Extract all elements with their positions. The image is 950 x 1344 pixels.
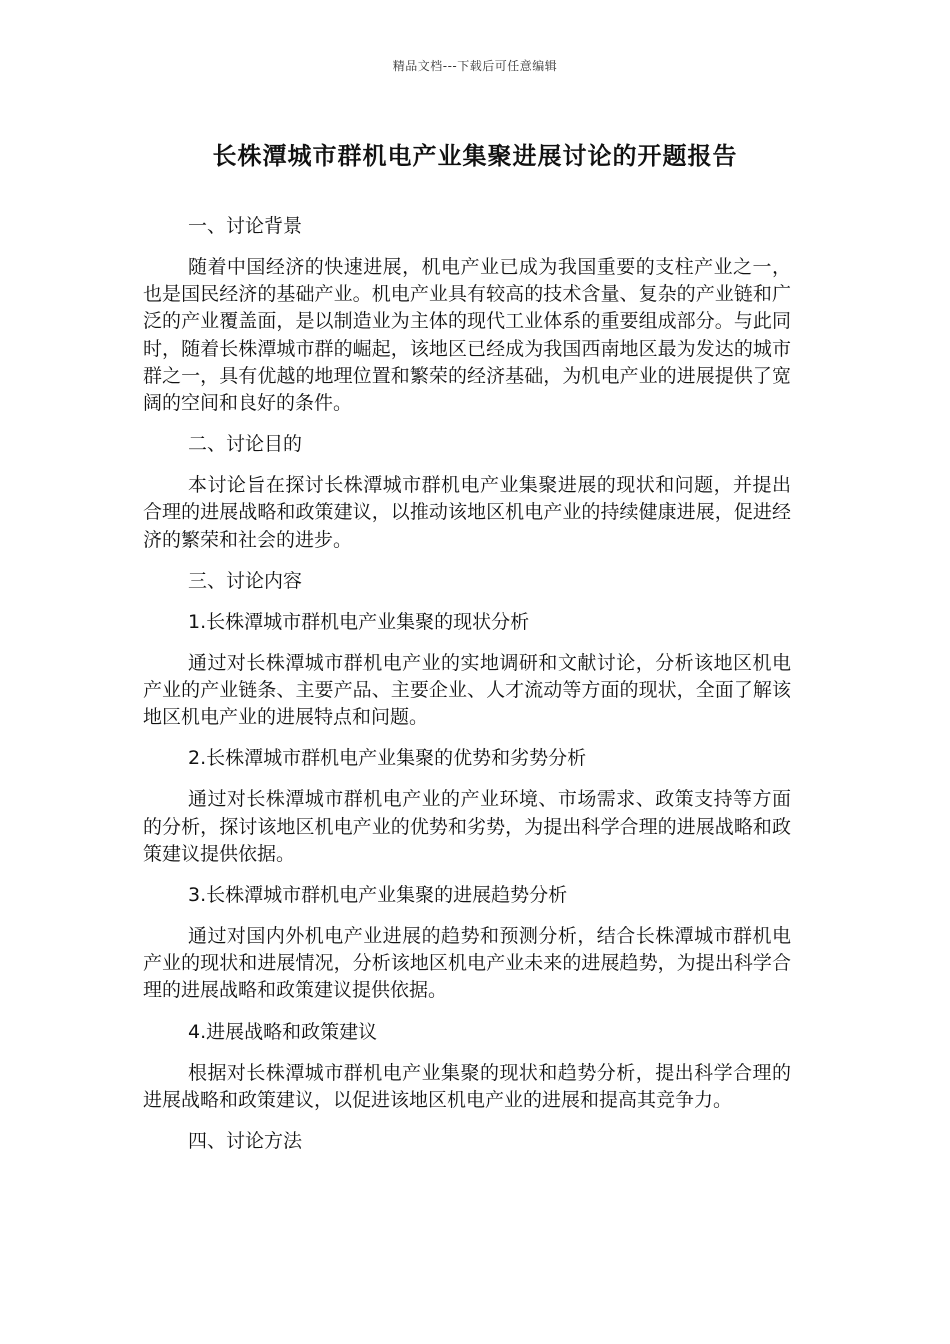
document-title: 长株潭城市群机电产业集聚进展讨论的开题报告: [212, 142, 738, 170]
section-heading-background: 一、讨论背景: [188, 215, 303, 237]
paragraph-subsection-3: 通过对国内外机电产业进展的趋势和预测分析，结合长株潭城市群机电产业的现状和进展情况，分析该地区机电产业未来的进展趋势，为提出科学合理的进展战略和政策建议提供依据。: [143, 925, 791, 1002]
paragraph-purpose: 本讨论旨在探讨长株潭城市群机电产业集聚进展的现状和问题，并提出合理的进展战略和政策建议，以推动该地区机电产业的持续健康进展，促进经济的繁荣和社会的进步。: [143, 474, 791, 551]
section-heading-content: 三、讨论内容: [188, 569, 303, 592]
subsection-heading-1: 1.长株潭城市群机电产业集聚的现状分析: [188, 610, 530, 633]
header-note: 精品文档---下载后可任意编辑: [392, 59, 558, 73]
paragraph-background: 随着中国经济的快速进展，机电产业已成为我国重要的支柱产业之一，也是国民经济的基础产业。机电产业具有较高的技术含量、复杂的产业链和广泛的产业覆盖面，是以制造业为主体的现代工业体系的重要组成部分。与此同时，随着长株潭城市群的崛起，该地区已经成为我国西南地区最为发达的城市群之一，具有优越的地理位置和繁荣的经济基础，为机电产业的进展提供了宽阔的空间和良好的条件。: [143, 256, 791, 415]
section-heading-purpose: 二、讨论目的: [188, 433, 303, 456]
subsection-heading-4: 4.进展战略和政策建议: [188, 1020, 378, 1043]
paragraph-subsection-4: 根据对长株潭城市群机电产业集聚的现状和趋势分析，提出科学合理的进展战略和政策建议，以促进该地区机电产业的进展和提高其竞争力。: [143, 1061, 791, 1111]
section-heading-method: 四、讨论方法: [188, 1130, 303, 1153]
paragraph-subsection-1: 通过对长株潭城市群机电产业的实地调研和文献讨论，分析该地区机电产业的产业链条、主要产品、主要企业、人才流动等方面的现状，全面了解该地区机电产业的进展特点和问题。: [143, 651, 791, 729]
document-body: [143, 213, 791, 1155]
subsection-heading-2: 2.长株潭城市群机电产业集聚的优势和劣势分析: [188, 747, 587, 770]
subsection-heading-3: 3.长株潭城市群机电产业集聚的进展趋势分析: [188, 884, 568, 907]
paragraph-subsection-2: 通过对长株潭城市群机电产业的产业环境、市场需求、政策支持等方面的分析，探讨该地区机电产业的优势和劣势，为提出科学合理的进展战略和政策建议提供依据。: [143, 788, 791, 865]
